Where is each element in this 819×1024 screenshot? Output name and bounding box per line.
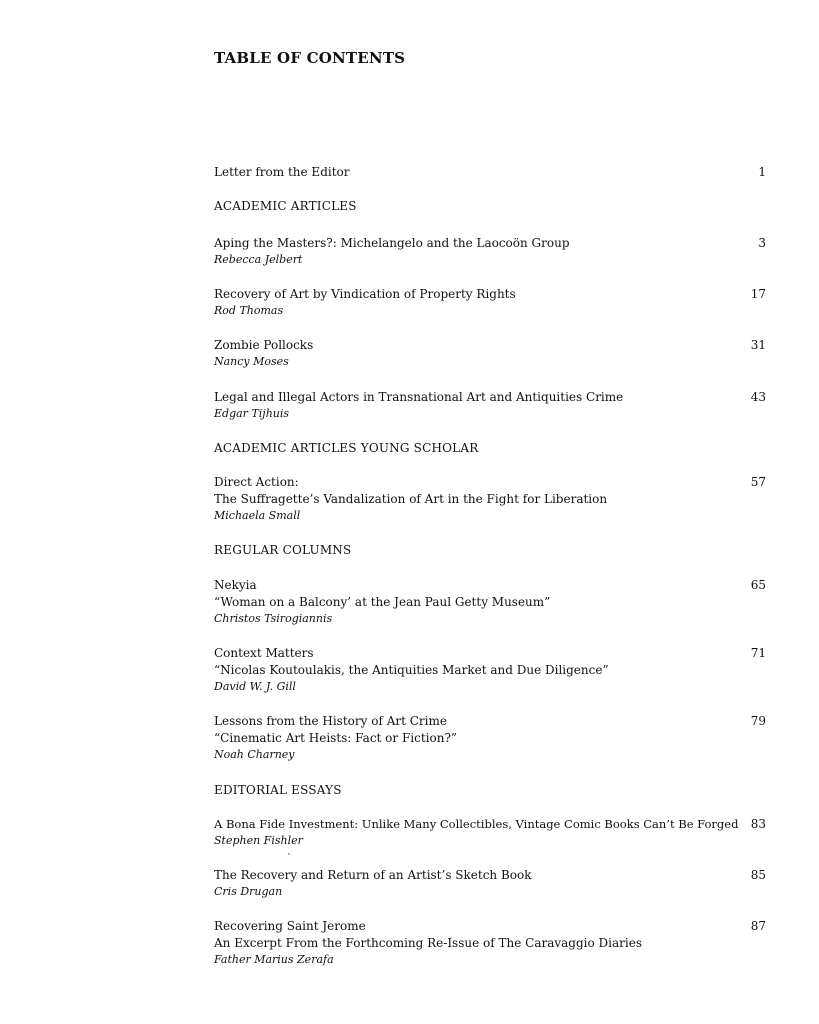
entry-subtitle: “Woman on a Balcony’ at the Jean Paul Getty Museum”: [214, 595, 551, 609]
page-title: TABLE OF CONTENTS: [214, 49, 406, 67]
entry-author: Christos Tsirogiannis: [214, 612, 333, 625]
entry-subtitle: “Nicolas Koutoulakis, the Antiquities Market and Due Diligence”: [214, 663, 609, 677]
page-number: 57: [750, 475, 766, 489]
entry-title: Recovering Saint Jerome: [214, 919, 366, 933]
entry-title: The Recovery and Return of an Artist’s Sketch Book: [214, 868, 532, 882]
page-number: 83: [750, 817, 766, 831]
toc-entry-zombie-pollocks: [214, 337, 766, 370]
toc-entry-recovery-and-return: [214, 867, 766, 900]
entry-subtitle: An Excerpt From the Forthcoming Re-Issue of The Caravaggio Diaries: [214, 936, 642, 950]
entry-subtitle: The Suffragette’s Vandalization of Art in the Fight for Liberation: [214, 492, 608, 506]
entry-title: Nekyia: [214, 578, 257, 592]
entry-title: Direct Action:: [214, 475, 299, 489]
toc-entry-direct-action: [214, 474, 766, 524]
entry-author: Father Marius Zerafa: [214, 953, 334, 966]
entry-title: Context Matters: [214, 646, 314, 660]
page-number: 3: [758, 236, 766, 250]
page-number: 79: [750, 714, 766, 728]
toc-entry-letter: [214, 164, 766, 181]
toc-entry-recovering-saint-jerome: [214, 918, 766, 968]
page-number: 65: [750, 578, 766, 592]
entry-author: Cris Drugan: [214, 885, 283, 898]
page-number: 43: [750, 390, 766, 404]
page-number: 31: [750, 338, 766, 352]
page-number: 17: [750, 287, 766, 301]
entry-author: Stephen Fishler: [214, 834, 303, 847]
entry-title: Zombie Pollocks: [214, 338, 314, 352]
entry-title: A Bona Fide Investment: Unlike Many Collectibles, Vintage Comic Books Can’t Be Forged: [214, 817, 739, 831]
page-number: 1: [758, 165, 766, 179]
page-number: 85: [750, 868, 766, 882]
page-number: 71: [750, 646, 766, 660]
entry-subtitle: “Cinematic Art Heists: Fact or Fiction?”: [214, 731, 458, 745]
entry-author: Rebecca Jelbert: [214, 253, 303, 266]
section-heading-young-scholar: ACADEMIC ARTICLES YOUNG SCHOLAR: [214, 441, 479, 455]
section-heading-academic-articles: ACADEMIC ARTICLES: [214, 199, 357, 213]
toc-entry-nekyia: [214, 577, 766, 627]
entry-title: Legal and Illegal Actors in Transnational Art and Antiquities Crime: [214, 390, 624, 404]
toc-entry-aping-the-masters: [214, 235, 766, 268]
toc-entry-bona-fide-investment: [214, 816, 766, 849]
page-number: 87: [750, 919, 766, 933]
toc-entry-recovery-of-art: [214, 286, 766, 319]
section-heading-editorial-essays: EDITORIAL ESSAYS: [214, 783, 342, 797]
entry-title: Letter from the Editor: [214, 165, 350, 179]
entry-author: Michaela Small: [214, 509, 301, 522]
toc-entry-lessons-from-history: [214, 713, 766, 763]
entry-author: Noah Charney: [214, 748, 295, 761]
toc-entry-legal-and-illegal-actors: [214, 389, 766, 422]
toc-entry-context-matters: [214, 645, 766, 695]
entry-author: Edgar Tijhuis: [214, 407, 290, 420]
entry-author: Rod Thomas: [214, 304, 284, 317]
entry-author: Nancy Moses: [214, 355, 289, 368]
section-heading-regular-columns: REGULAR COLUMNS: [214, 543, 352, 557]
entry-title: Lessons from the History of Art Crime: [214, 714, 447, 728]
entry-author: David W. J. Gill: [214, 680, 296, 693]
entry-title: Aping the Masters?: Michelangelo and the Laocoön Group: [214, 236, 570, 250]
entry-title: Recovery of Art by Vindication of Property Rights: [214, 287, 516, 301]
stray-mark: `: [287, 854, 292, 864]
